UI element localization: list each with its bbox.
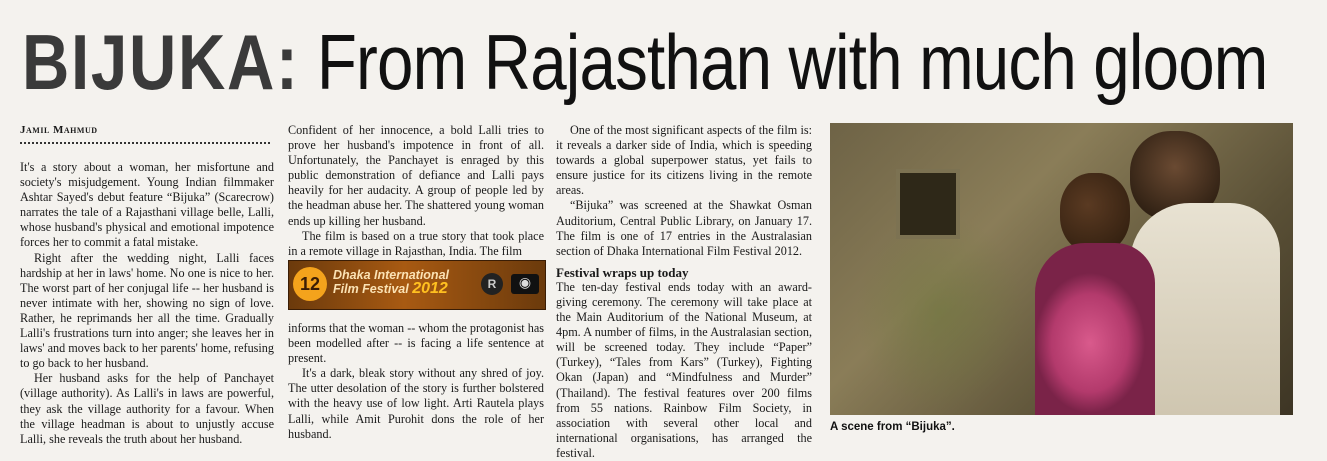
article-column-3 xyxy=(556,123,812,461)
headline-bold: BIJUKA: xyxy=(22,18,300,106)
festival-number: 12 xyxy=(293,267,327,301)
paragraph: “Bijuka” was screened at the Shawkat Osman Auditorium, Central Public Library, on January 17. The film is one of 17 entries in the Australasian section of Dhaka International Film Festival 2012. xyxy=(556,198,812,258)
eye-logo-icon: ◉ xyxy=(511,274,539,294)
wall-window xyxy=(896,169,960,239)
headline-rest: From Rajasthan with much gloom xyxy=(299,18,1268,106)
paragraph: Confident of her innocence, a bold Lalli tries to prove her husband's impotence in front of all. Unfortunately, the Panchayet is enraged by this public demonstration of defiance and Lalli pays heavily for her audacity. A group of people led by the headman abuse her. The shattered young woman ends up killing her husband. xyxy=(288,123,544,228)
woman-figure xyxy=(1035,243,1155,415)
article-column-2-bottom xyxy=(288,321,544,442)
paragraph: The film is based on a true story that took place in a remote village in Rajasthan, India. The film xyxy=(288,228,544,258)
paragraph: One of the most significant aspects of the film is: it reveals a darker side of India, which is speeding towards a global superpower status, yet fails to ensure justice for its citizens living in the remote areas. xyxy=(556,123,812,198)
paragraph: It's a story about a woman, her misfortune and society's misjudgement. Young Indian filmmaker Ashtar Sayed's debut feature “Bijuka” (Scarecrow) narrates the tale of a Rajasthani village belle, Lalli, whose husband's physical and emotional impotence forces her to commit a fatal mistake. xyxy=(20,160,274,250)
headline xyxy=(22,14,1268,110)
festival-title xyxy=(333,268,449,296)
article-column-2-top xyxy=(288,123,544,259)
subheading: Festival wraps up today xyxy=(556,264,689,280)
paragraph: Right after the wedding night, Lalli faces hardship at her in laws' home. No one is nice to her. The worst part of her conjugal life -- her husband is never intimate with her, showing no sign of love. Rather, he reprimands her all the time. Gradually Lalli's frustrations turn into anger; she leaves her in laws' and moves back to her parents' home, refusing to go back to her husband. xyxy=(20,250,274,371)
festival-banner-ad xyxy=(288,260,546,310)
film-still-photo xyxy=(830,123,1293,415)
paragraph: It's a dark, bleak story without any shred of joy. The utter desolation of the story is further bolstered with the heavy use of low light. Arti Rautela plays Lalli, while Amit Purohit dons the role of her husband. xyxy=(288,366,544,441)
woman-figure xyxy=(1060,173,1130,253)
paragraph: Her husband asks for the help of Panchayet (village authority). As Lalli's in laws are powerful, they ask the village authority for a favour. When the village headman is about to unjustly accuse Lalli, she reveals the truth about her husband. xyxy=(20,371,274,446)
sponsor-logo-icon: R xyxy=(481,273,503,295)
photo-caption: A scene from “Bijuka”. xyxy=(830,421,955,433)
festival-title-line2: Film Festival xyxy=(333,282,409,296)
festival-title-line1: Dhaka International xyxy=(333,268,449,282)
article-column-1 xyxy=(20,160,274,447)
paragraph: The ten-day festival ends today with an award-giving ceremony. The ceremony will take place at the Main Auditorium of the National Museum, at 4pm. A number of films, in the Australasian section, will be screened today. They include “Paper” (Turkey), “Tales from Kars” (Turkey), Fighting Okan (Japan) and “Mindfulness and Murder” (Thailand). The festival features over 200 films from 55 nations. Rainbow Film Society, in association with several other local and international organisations, has arranged the festival. xyxy=(556,279,812,460)
byline: Jamil Mahmud xyxy=(20,124,270,144)
paragraph: informs that the woman -- whom the protagonist has been modelled after -- is facing a life sentence at present. xyxy=(288,321,544,366)
festival-year: 2012 xyxy=(412,280,448,297)
